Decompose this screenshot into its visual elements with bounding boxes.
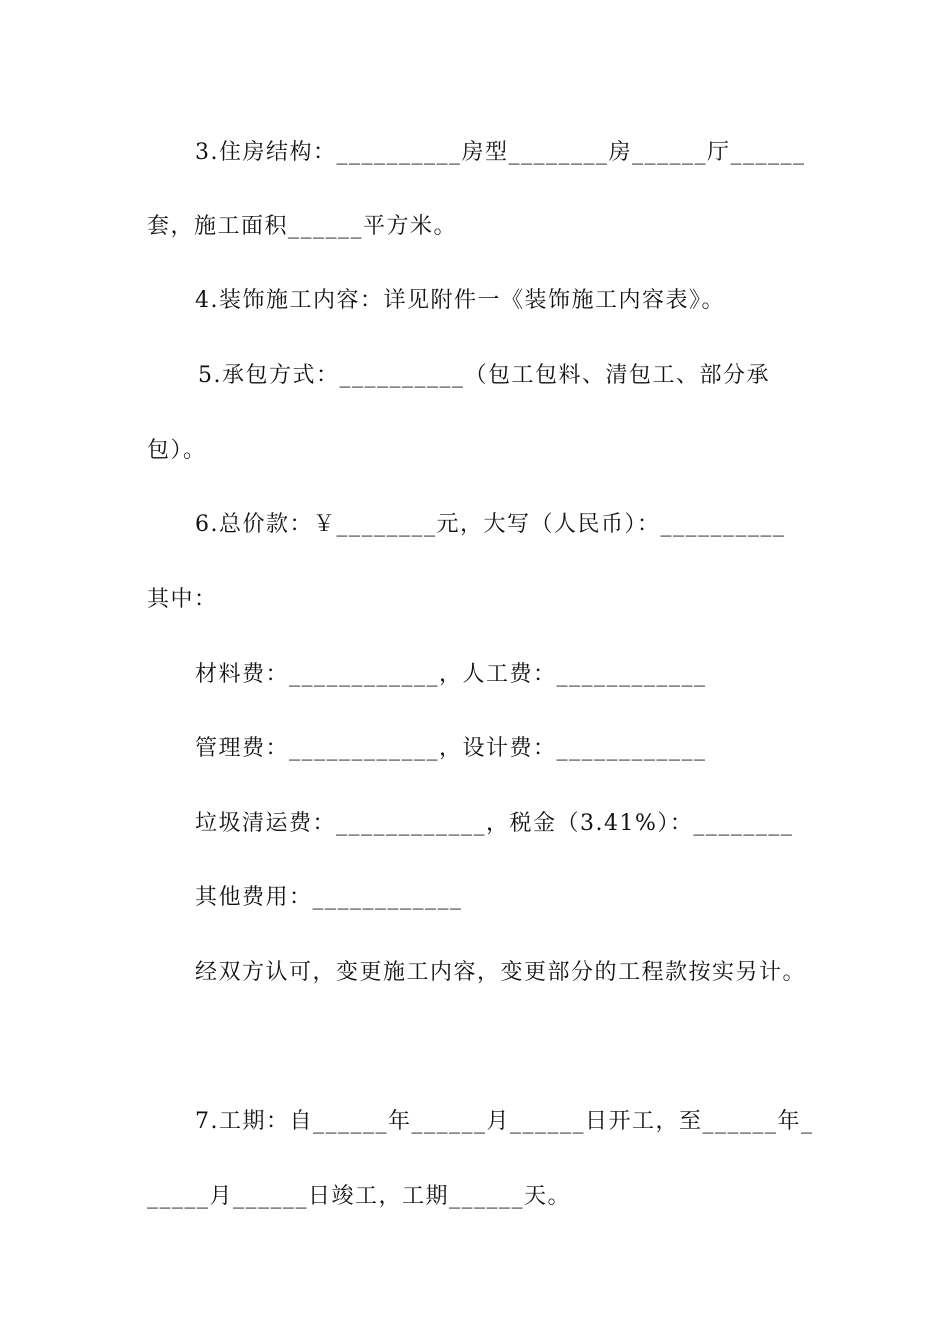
clause-3-housing-structure: 3.住房结构：__________房型________房______厅______	[195, 140, 806, 165]
fee-materials-labor: 材料费：____________，人工费：____________	[195, 662, 707, 687]
fee-garbage-tax: 垃圾清运费：____________，税金（3.41%）：________	[195, 811, 794, 836]
clause-7-construction-period-cont: _____月______日竣工，工期______天。	[147, 1184, 572, 1209]
change-clause: 经双方认可，变更施工内容，变更部分的工程款按实另计。	[195, 960, 807, 985]
clause-7-construction-period: 7.工期：自______年______月______日开工，至______年_	[195, 1109, 814, 1134]
clause-6-including: 其中：	[147, 587, 218, 612]
clause-5-contract-method-cont: 包）。	[147, 438, 207, 463]
clause-3-construction-area: 套，施工面积______平方米。	[147, 214, 458, 239]
clause-4-decoration-content: 4.装饰施工内容：详见附件一《装饰施工内容表》。	[195, 288, 725, 313]
clause-5-contract-method: 5.承包方式：__________（包工包料、清包工、部分承	[198, 363, 770, 388]
fee-management-design: 管理费：____________，设计费：____________	[195, 736, 707, 761]
clause-6-total-price: 6.总价款：￥________元，大写（人民币）：__________	[195, 512, 786, 537]
fee-other: 其他费用：____________	[195, 885, 463, 910]
